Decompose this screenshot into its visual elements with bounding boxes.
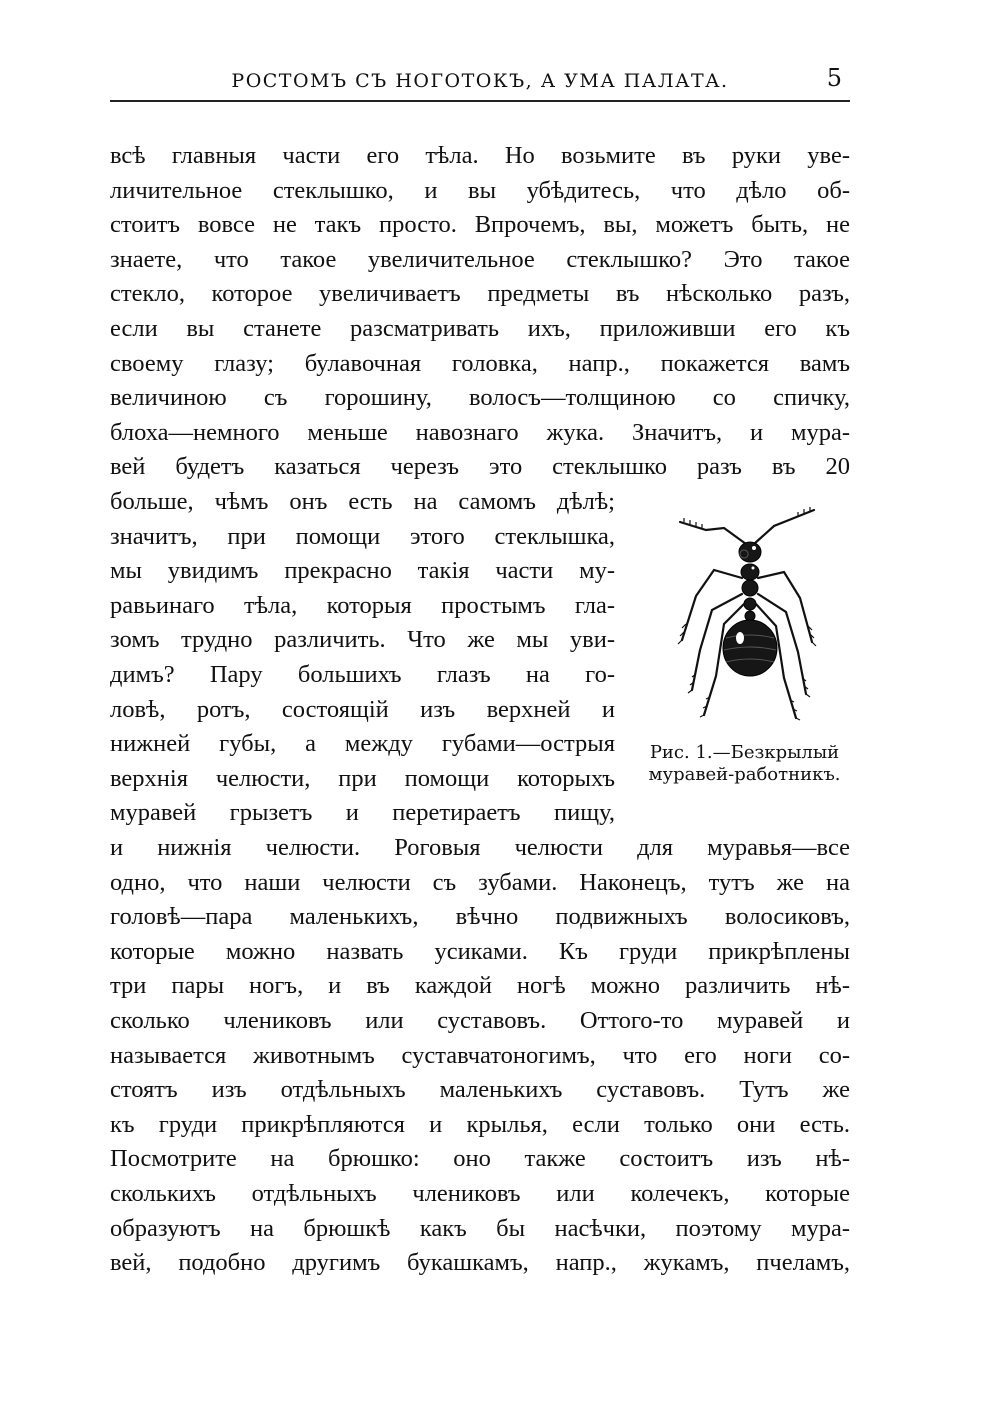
- text-line: если вы станете разсматривать ихъ, приложивши его къ: [110, 314, 850, 342]
- text-line: знаете, что такое увеличительное стеклышко? Это такое: [110, 245, 850, 273]
- header-rule: [110, 100, 850, 102]
- running-head: РОСТОМЪ СЪ НОГОТОКЪ, А УМА ПАЛАТА.: [231, 70, 729, 92]
- text-line: головѣ—пара маленькихъ, вѣчно подвижныхъ волосиковъ,: [110, 903, 850, 931]
- text-line: Посмотрите на брюшко: оно также состоитъ изъ нѣ-: [110, 1145, 850, 1173]
- text-line: которые можно назвать усиками. Къ груди прикрѣплены: [110, 937, 850, 965]
- text-line: сколькихъ отдѣльныхъ члениковъ или колечекъ, которые: [110, 1179, 850, 1207]
- text-line: одно, что наши челюсти съ зубами. Наконецъ, тутъ же на: [110, 868, 850, 896]
- text-line: вей будетъ казаться черезъ это стеклышко разъ въ 20: [110, 453, 850, 481]
- text-line: вей, подобно другимъ букашкамъ, напр., жукамъ, пчеламъ,: [110, 1249, 850, 1277]
- page-header: [110, 62, 850, 102]
- body-text-bottom: [110, 831, 850, 1281]
- text-line: называется животнымъ суставчатоногимъ, что его ноги со-: [110, 1041, 850, 1069]
- text-line: стоятъ изъ отдѣльныхъ маленькихъ суставовъ. Тутъ же: [110, 1076, 850, 1104]
- text-line: нижней губы, а между губами—острыя: [110, 730, 615, 758]
- text-line: муравей грызетъ и перетираетъ пищу,: [110, 799, 615, 827]
- text-line: димъ? Пару большихъ глазъ на го-: [110, 660, 615, 688]
- text-line: образуютъ на брюшкѣ какъ бы насѣчки, поэтому мура-: [110, 1214, 850, 1242]
- text-line: верхнія челюсти, при помощи которыхъ: [110, 764, 615, 792]
- ant-illustration: [654, 500, 844, 725]
- figure-caption: [632, 742, 857, 786]
- text-line: стекло, которое увеличиваетъ предметы въ нѣсколько разъ,: [110, 280, 850, 308]
- body-text-top: [110, 139, 850, 485]
- text-line: зомъ трудно различить. Что же мы уви-: [110, 626, 615, 654]
- body-text-wrap: [110, 485, 615, 831]
- text-line: значитъ, при помощи этого стеклышка,: [110, 522, 615, 550]
- text-line: мы увидимъ прекрасно такія части му-: [110, 557, 615, 585]
- text-line: три пары ногъ, и въ каждой ногѣ можно различить нѣ-: [110, 972, 850, 1000]
- caption-line: Рис. 1.—Безкрылый: [649, 742, 840, 763]
- text-line: равьинаго тѣла, которыя простымъ гла-: [110, 591, 615, 619]
- page-number: 5: [826, 64, 842, 92]
- text-line: ловѣ, ротъ, состоящій изъ верхней и: [110, 695, 615, 723]
- text-line: личительное стеклышко, и вы убѣдитесь, что дѣло об-: [110, 176, 850, 204]
- ant-figure: [632, 500, 857, 725]
- text-line: блоха—немного меньше навознаго жука. Значитъ, и мура-: [110, 418, 850, 446]
- text-line: стоитъ вовсе не такъ просто. Впрочемъ, вы, можетъ быть, не: [110, 211, 850, 239]
- text-line: своему глазу; булавочная головка, напр., покажется вамъ: [110, 349, 850, 377]
- text-line: къ груди прикрѣпляются и крылья, если только они есть.: [110, 1110, 850, 1138]
- text-line: и нижнія челюсти. Роговыя челюсти для муравья—все: [110, 834, 850, 861]
- caption-line: муравей-работникъ.: [648, 764, 841, 785]
- text-line: величиною съ горошину, волосъ—толщиною со спичку,: [110, 384, 850, 412]
- text-line: больше, чѣмъ онъ есть на самомъ дѣлѣ;: [110, 488, 615, 515]
- text-line: сколько члениковъ или суставовъ. Оттого-то муравей и: [110, 1006, 850, 1034]
- text-line: всѣ главныя части его тѣла. Но возьмите въ руки уве-: [110, 142, 850, 169]
